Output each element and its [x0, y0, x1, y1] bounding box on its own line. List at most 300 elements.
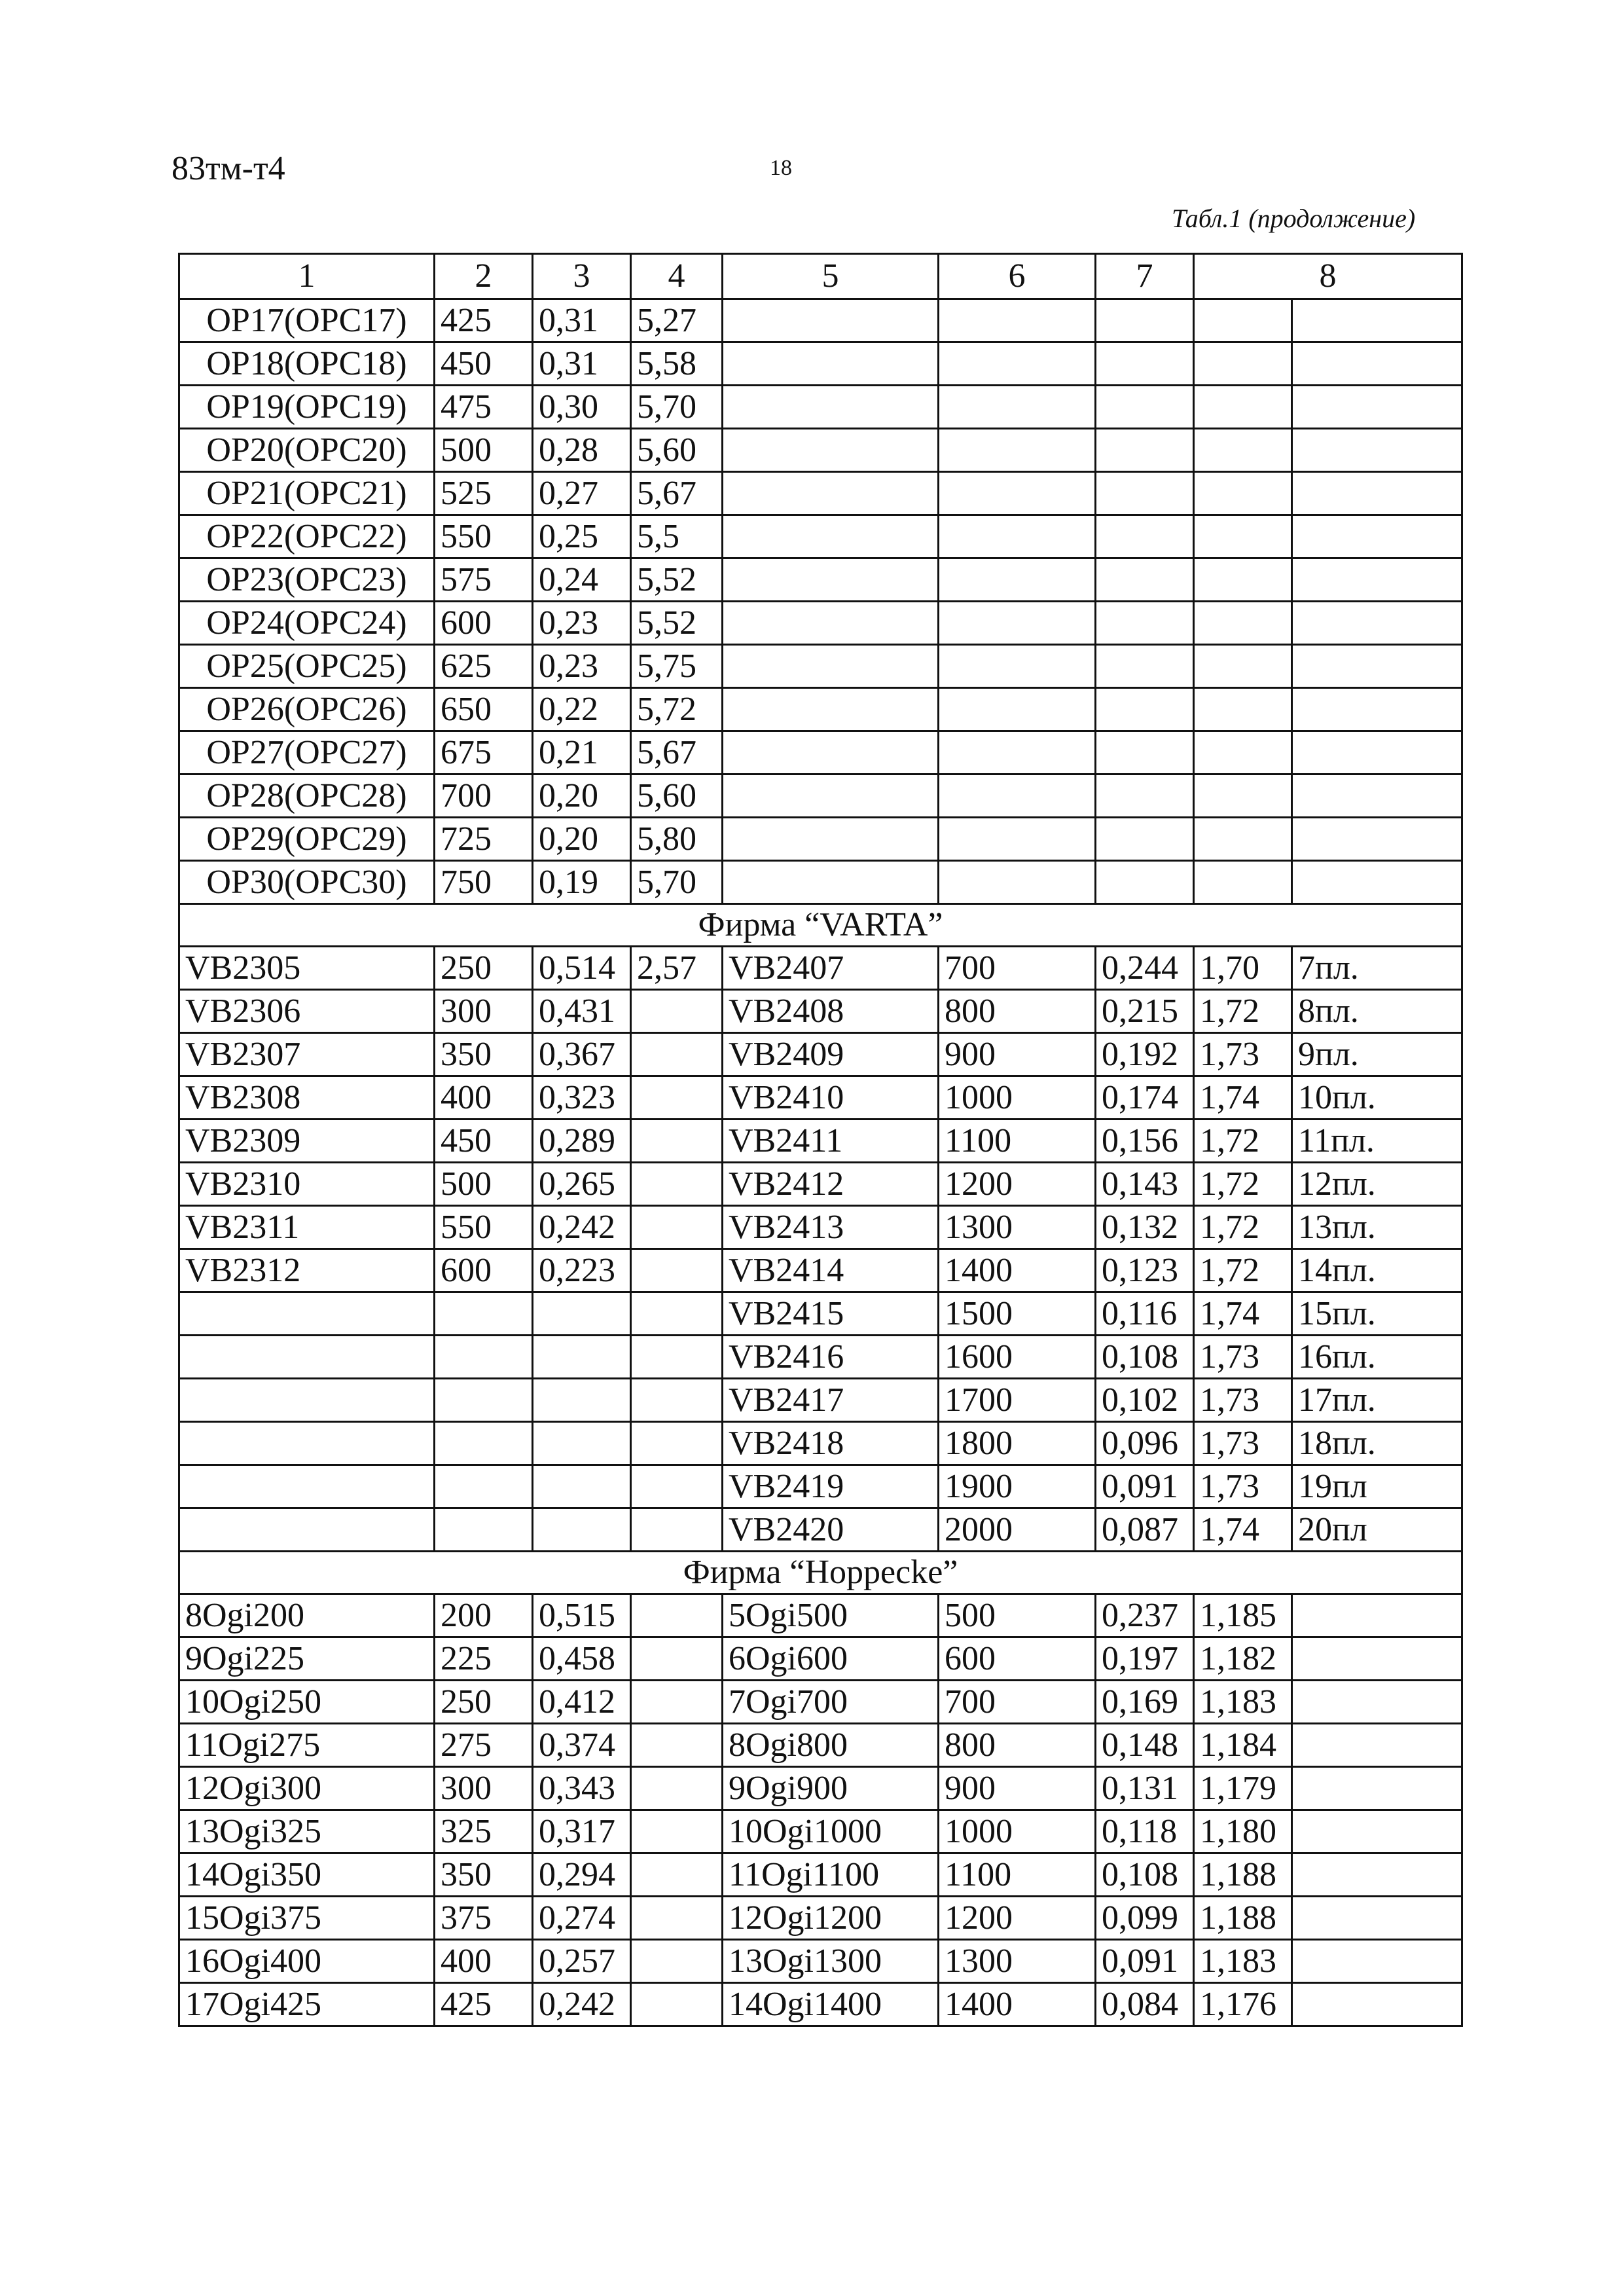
table-cell: 1,74	[1194, 1508, 1292, 1552]
table-cell: 0,108	[1096, 1853, 1194, 1897]
table-cell: 10пл.	[1292, 1076, 1462, 1120]
table-cell: 0,23	[533, 645, 631, 688]
table-row	[179, 774, 1462, 818]
table-cell: 11пл.	[1292, 1120, 1462, 1163]
table-cell	[533, 1336, 631, 1379]
table-cell: 1000	[939, 1810, 1096, 1853]
table-cell	[631, 1336, 723, 1379]
table-row	[179, 818, 1462, 861]
table-cell: 650	[435, 688, 533, 731]
column-header: 8	[1194, 254, 1462, 299]
table-row	[179, 1163, 1462, 1206]
table-cell: 5,67	[631, 731, 723, 774]
table-cell: OP23(OPC23)	[179, 558, 435, 602]
table-cell: 900	[939, 1767, 1096, 1810]
table-cell: 0,20	[533, 818, 631, 861]
table-cell: 9пл.	[1292, 1033, 1462, 1076]
table-cell: 475	[435, 386, 533, 429]
table-cell	[1292, 515, 1462, 558]
table-cell	[435, 1379, 533, 1422]
table-cell: 0,244	[1096, 947, 1194, 990]
table-row	[179, 1810, 1462, 1853]
table-cell	[939, 645, 1096, 688]
table-cell: 5,70	[631, 386, 723, 429]
table-cell: OP29(OPC29)	[179, 818, 435, 861]
table-cell: 0,294	[533, 1853, 631, 1897]
table-cell	[631, 1206, 723, 1249]
table-cell	[1292, 386, 1462, 429]
table-cell: 7пл.	[1292, 947, 1462, 990]
table-cell: 0,412	[533, 1681, 631, 1724]
table-cell: 250	[435, 947, 533, 990]
table-cell	[1292, 861, 1462, 904]
table-cell: OP17(OPC17)	[179, 299, 435, 342]
table-row	[179, 429, 1462, 472]
table-cell: 0,237	[1096, 1594, 1194, 1637]
column-header: 5	[723, 254, 939, 299]
table-cell: 8Ogi800	[723, 1724, 939, 1767]
table-cell	[1292, 1940, 1462, 1983]
table-cell	[1096, 515, 1194, 558]
table-cell: 1900	[939, 1465, 1096, 1508]
table-cell: VB2417	[723, 1379, 939, 1422]
table-cell: 16пл.	[1292, 1336, 1462, 1379]
table-cell: 1,183	[1194, 1681, 1292, 1724]
table-cell: VB2409	[723, 1033, 939, 1076]
section-row	[179, 904, 1462, 947]
table-cell: VB2311	[179, 1206, 435, 1249]
table-cell: 725	[435, 818, 533, 861]
table-cell	[939, 731, 1096, 774]
table-cell	[179, 1379, 435, 1422]
table-cell: 1100	[939, 1853, 1096, 1897]
table-cell	[1194, 688, 1292, 731]
table-cell	[723, 472, 939, 515]
table-cell: 0,31	[533, 299, 631, 342]
table-cell	[1292, 1594, 1462, 1637]
table-cell: 5,70	[631, 861, 723, 904]
table-cell: 500	[435, 1163, 533, 1206]
table-cell: 12пл.	[1292, 1163, 1462, 1206]
table-cell	[631, 1897, 723, 1940]
table-cell: 400	[435, 1940, 533, 1983]
table-cell	[1292, 1810, 1462, 1853]
document-code: 83тм-т4	[171, 150, 285, 187]
table-cell: OP21(OPC21)	[179, 472, 435, 515]
table-cell: 250	[435, 1681, 533, 1724]
table-cell: VB2312	[179, 1249, 435, 1292]
table-row	[179, 688, 1462, 731]
table-cell: 425	[435, 299, 533, 342]
column-header: 3	[533, 254, 631, 299]
table-cell: 0,132	[1096, 1206, 1194, 1249]
table-cell: 0,24	[533, 558, 631, 602]
table-row	[179, 299, 1462, 342]
table-cell: 700	[939, 1681, 1096, 1724]
table-cell: 19пл	[1292, 1465, 1462, 1508]
table-cell: 325	[435, 1810, 533, 1853]
table-cell	[1292, 1681, 1462, 1724]
table-cell: VB2308	[179, 1076, 435, 1120]
table-cell	[1292, 1724, 1462, 1767]
table-cell: 5,52	[631, 558, 723, 602]
table-cell: 0,28	[533, 429, 631, 472]
table-cell: 17Ogi425	[179, 1983, 435, 2026]
table-cell	[631, 1292, 723, 1336]
table-cell: 5,72	[631, 688, 723, 731]
table-cell	[435, 1422, 533, 1465]
table-cell: 5,67	[631, 472, 723, 515]
table-cell: VB2408	[723, 990, 939, 1033]
table-cell: 0,431	[533, 990, 631, 1033]
table-cell	[1292, 1637, 1462, 1681]
table-row	[179, 1983, 1462, 2026]
table-cell: 0,31	[533, 342, 631, 386]
table-cell: 8пл.	[1292, 990, 1462, 1033]
table-cell: VB2407	[723, 947, 939, 990]
table-cell: 550	[435, 1206, 533, 1249]
table-cell: 11Ogi275	[179, 1724, 435, 1767]
table-cell: 0,317	[533, 1810, 631, 1853]
table-cell	[939, 774, 1096, 818]
table-cell	[723, 515, 939, 558]
table-cell: 1,73	[1194, 1033, 1292, 1076]
table-cell: 375	[435, 1897, 533, 1940]
table-cell	[533, 1292, 631, 1336]
table-cell	[1096, 818, 1194, 861]
table-row	[179, 1465, 1462, 1508]
table-cell: 5,75	[631, 645, 723, 688]
table-cell	[939, 861, 1096, 904]
table-row	[179, 1897, 1462, 1940]
table-cell	[1096, 472, 1194, 515]
table-cell	[723, 342, 939, 386]
table-cell: 0,091	[1096, 1465, 1194, 1508]
table-cell	[1292, 645, 1462, 688]
table-cell	[1292, 342, 1462, 386]
table-cell	[939, 299, 1096, 342]
table-cell	[939, 472, 1096, 515]
table-cell: 5,80	[631, 818, 723, 861]
table-row	[179, 1422, 1462, 1465]
table-cell	[723, 386, 939, 429]
table-cell	[939, 602, 1096, 645]
table-cell: 0,242	[533, 1983, 631, 2026]
table-cell	[723, 558, 939, 602]
table-cell: 14пл.	[1292, 1249, 1462, 1292]
table-cell: VB2416	[723, 1336, 939, 1379]
table-cell	[1194, 429, 1292, 472]
table-row	[179, 1724, 1462, 1767]
table-cell: 700	[939, 947, 1096, 990]
table-cell: 0,265	[533, 1163, 631, 1206]
table-cell: 550	[435, 515, 533, 558]
table-row	[179, 342, 1462, 386]
table-cell: 625	[435, 645, 533, 688]
table-row	[179, 645, 1462, 688]
table-cell: VB2411	[723, 1120, 939, 1163]
table-row	[179, 1940, 1462, 1983]
table-cell	[1292, 731, 1462, 774]
table-cell: 350	[435, 1853, 533, 1897]
table-cell	[1292, 818, 1462, 861]
column-header: 7	[1096, 254, 1194, 299]
table-cell: 450	[435, 342, 533, 386]
table-cell	[1096, 386, 1194, 429]
table-cell	[631, 1810, 723, 1853]
table-cell	[179, 1422, 435, 1465]
table-row	[179, 472, 1462, 515]
table-cell: 1400	[939, 1249, 1096, 1292]
table-cell	[1194, 342, 1292, 386]
table-cell: 12Ogi300	[179, 1767, 435, 1810]
table-cell: 0,274	[533, 1897, 631, 1940]
table-cell: VB2305	[179, 947, 435, 990]
column-header: 6	[939, 254, 1096, 299]
table-cell: 1,72	[1194, 1120, 1292, 1163]
table-cell: 1300	[939, 1206, 1096, 1249]
table-cell: VB2410	[723, 1076, 939, 1120]
table-row	[179, 1508, 1462, 1552]
section-row	[179, 1552, 1462, 1594]
table-cell: VB2419	[723, 1465, 939, 1508]
table-cell: 16Ogi400	[179, 1940, 435, 1983]
table-cell: 0,096	[1096, 1422, 1194, 1465]
table-cell: 8Ogi200	[179, 1594, 435, 1637]
table-cell: 12Ogi1200	[723, 1897, 939, 1940]
table-cell	[1194, 386, 1292, 429]
table-cell: 275	[435, 1724, 533, 1767]
table-cell	[939, 818, 1096, 861]
table-cell: 1,73	[1194, 1379, 1292, 1422]
table-row	[179, 1206, 1462, 1249]
table-cell: 5,60	[631, 429, 723, 472]
table-cell: OP26(OPC26)	[179, 688, 435, 731]
table-cell: 2,57	[631, 947, 723, 990]
table-cell: VB2306	[179, 990, 435, 1033]
table-cell	[1194, 515, 1292, 558]
table-cell: VB2309	[179, 1120, 435, 1163]
table-cell: 5Ogi500	[723, 1594, 939, 1637]
table-cell	[723, 688, 939, 731]
table-cell	[1096, 558, 1194, 602]
table-cell	[533, 1508, 631, 1552]
table-cell: 0,374	[533, 1724, 631, 1767]
table-cell	[1096, 688, 1194, 731]
table-cell	[1096, 602, 1194, 645]
table-cell: 600	[435, 602, 533, 645]
table-cell: 10Ogi1000	[723, 1810, 939, 1853]
table-cell	[723, 602, 939, 645]
table-cell	[1194, 299, 1292, 342]
table-cell: 1,182	[1194, 1637, 1292, 1681]
table-cell: 0,116	[1096, 1292, 1194, 1336]
table-row	[179, 731, 1462, 774]
table-cell: 7Ogi700	[723, 1681, 939, 1724]
table-cell: 200	[435, 1594, 533, 1637]
table-cell: VB2310	[179, 1163, 435, 1206]
table-cell	[631, 1681, 723, 1724]
table-cell: VB2412	[723, 1163, 939, 1206]
table-cell: 500	[435, 429, 533, 472]
table-cell: 0,343	[533, 1767, 631, 1810]
table-cell: 0,174	[1096, 1076, 1194, 1120]
table-cell: 0,102	[1096, 1379, 1194, 1422]
table-cell	[1292, 602, 1462, 645]
table-cell	[1096, 342, 1194, 386]
table-cell	[631, 1120, 723, 1163]
table-cell: 1,185	[1194, 1594, 1292, 1637]
table-cell: 2000	[939, 1508, 1096, 1552]
table-row	[179, 1594, 1462, 1637]
table-cell	[1194, 472, 1292, 515]
table-cell: 1200	[939, 1163, 1096, 1206]
table-cell: 10Ogi250	[179, 1681, 435, 1724]
table-cell: 0,27	[533, 472, 631, 515]
table-row	[179, 990, 1462, 1033]
table-cell: 0,30	[533, 386, 631, 429]
table-cell: 13пл.	[1292, 1206, 1462, 1249]
table-row	[179, 1249, 1462, 1292]
table-cell: VB2414	[723, 1249, 939, 1292]
table-cell	[723, 861, 939, 904]
table-cell: 0,118	[1096, 1810, 1194, 1853]
table-cell	[631, 1379, 723, 1422]
table-cell: 1,73	[1194, 1422, 1292, 1465]
table-cell: 1,179	[1194, 1767, 1292, 1810]
page-number: 18	[770, 156, 792, 180]
table-cell	[631, 1422, 723, 1465]
table-cell	[1096, 861, 1194, 904]
table-cell: 1000	[939, 1076, 1096, 1120]
table-cell	[1292, 1897, 1462, 1940]
table-row	[179, 1120, 1462, 1163]
table-cell: 0,215	[1096, 990, 1194, 1033]
table-cell: VB2418	[723, 1422, 939, 1465]
table-cell	[723, 818, 939, 861]
table-cell	[1194, 602, 1292, 645]
table-row	[179, 386, 1462, 429]
table-cell: 1,72	[1194, 1206, 1292, 1249]
table-cell	[1194, 558, 1292, 602]
table-cell: 6Ogi600	[723, 1637, 939, 1681]
table-cell: 1,70	[1194, 947, 1292, 990]
table-cell: 500	[939, 1594, 1096, 1637]
table-cell: 0,19	[533, 861, 631, 904]
table-cell: 800	[939, 1724, 1096, 1767]
table-cell: 0,367	[533, 1033, 631, 1076]
table-cell: 15пл.	[1292, 1292, 1462, 1336]
table-cell: 0,156	[1096, 1120, 1194, 1163]
table-cell: 9Ogi900	[723, 1767, 939, 1810]
table-cell: 225	[435, 1637, 533, 1681]
table-cell: 0,091	[1096, 1940, 1194, 1983]
table-row	[179, 1681, 1462, 1724]
table-cell: 14Ogi350	[179, 1853, 435, 1897]
table-cell: 1,72	[1194, 1249, 1292, 1292]
table-cell: 1300	[939, 1940, 1096, 1983]
table-cell: OP19(OPC19)	[179, 386, 435, 429]
table-cell: 0,123	[1096, 1249, 1194, 1292]
table-cell: 0,087	[1096, 1508, 1194, 1552]
table-cell	[631, 1033, 723, 1076]
table-cell	[631, 1249, 723, 1292]
table-cell: 5,27	[631, 299, 723, 342]
table-row	[179, 861, 1462, 904]
table-cell	[1194, 645, 1292, 688]
table-cell	[939, 342, 1096, 386]
table-cell: 750	[435, 861, 533, 904]
table-cell	[939, 688, 1096, 731]
table-cell: 1,74	[1194, 1076, 1292, 1120]
table-cell: 1100	[939, 1120, 1096, 1163]
table-cell	[1194, 774, 1292, 818]
table-cell: 5,5	[631, 515, 723, 558]
table-cell: 425	[435, 1983, 533, 2026]
table-cell: 0,21	[533, 731, 631, 774]
table-cell: 0,22	[533, 688, 631, 731]
table-cell: 13Ogi325	[179, 1810, 435, 1853]
table-cell: 1,74	[1194, 1292, 1292, 1336]
table-row	[179, 1292, 1462, 1336]
table-cell: 0,169	[1096, 1681, 1194, 1724]
table-cell	[179, 1336, 435, 1379]
table-cell	[631, 1076, 723, 1120]
table-row	[179, 515, 1462, 558]
table-cell	[631, 1465, 723, 1508]
table-cell: 300	[435, 1767, 533, 1810]
table-cell	[631, 1853, 723, 1897]
table-cell: 800	[939, 990, 1096, 1033]
table-cell	[1194, 861, 1292, 904]
table-cell: 900	[939, 1033, 1096, 1076]
table-cell: 5,60	[631, 774, 723, 818]
table-cell: OP18(OPC18)	[179, 342, 435, 386]
table-cell	[1096, 299, 1194, 342]
table-cell	[1096, 731, 1194, 774]
table-cell	[1292, 688, 1462, 731]
table-cell: 0,108	[1096, 1336, 1194, 1379]
table-cell	[533, 1465, 631, 1508]
table-cell: 9Ogi225	[179, 1637, 435, 1681]
column-header: 1	[179, 254, 435, 299]
table-cell: 1,183	[1194, 1940, 1292, 1983]
table-cell: OP22(OPC22)	[179, 515, 435, 558]
table-cell	[533, 1379, 631, 1422]
table-cell: 0,514	[533, 947, 631, 990]
table-cell: 675	[435, 731, 533, 774]
table-cell	[631, 1163, 723, 1206]
table-cell: 1200	[939, 1897, 1096, 1940]
table-cell: 0,197	[1096, 1637, 1194, 1681]
column-header: 2	[435, 254, 533, 299]
table-cell: 5,58	[631, 342, 723, 386]
table-cell: 450	[435, 1120, 533, 1163]
table-cell: 0,25	[533, 515, 631, 558]
table-cell: OP27(OPC27)	[179, 731, 435, 774]
table-cell	[533, 1422, 631, 1465]
table-cell: 1500	[939, 1292, 1096, 1336]
table-cell: VB2413	[723, 1206, 939, 1249]
table-caption: Табл.1 (продолжение)	[1172, 204, 1416, 233]
table-cell	[631, 1767, 723, 1810]
table-cell	[435, 1292, 533, 1336]
table-cell	[435, 1465, 533, 1508]
table-cell: 11Ogi1100	[723, 1853, 939, 1897]
table-cell	[1292, 299, 1462, 342]
table-cell: 525	[435, 472, 533, 515]
table-cell: 400	[435, 1076, 533, 1120]
